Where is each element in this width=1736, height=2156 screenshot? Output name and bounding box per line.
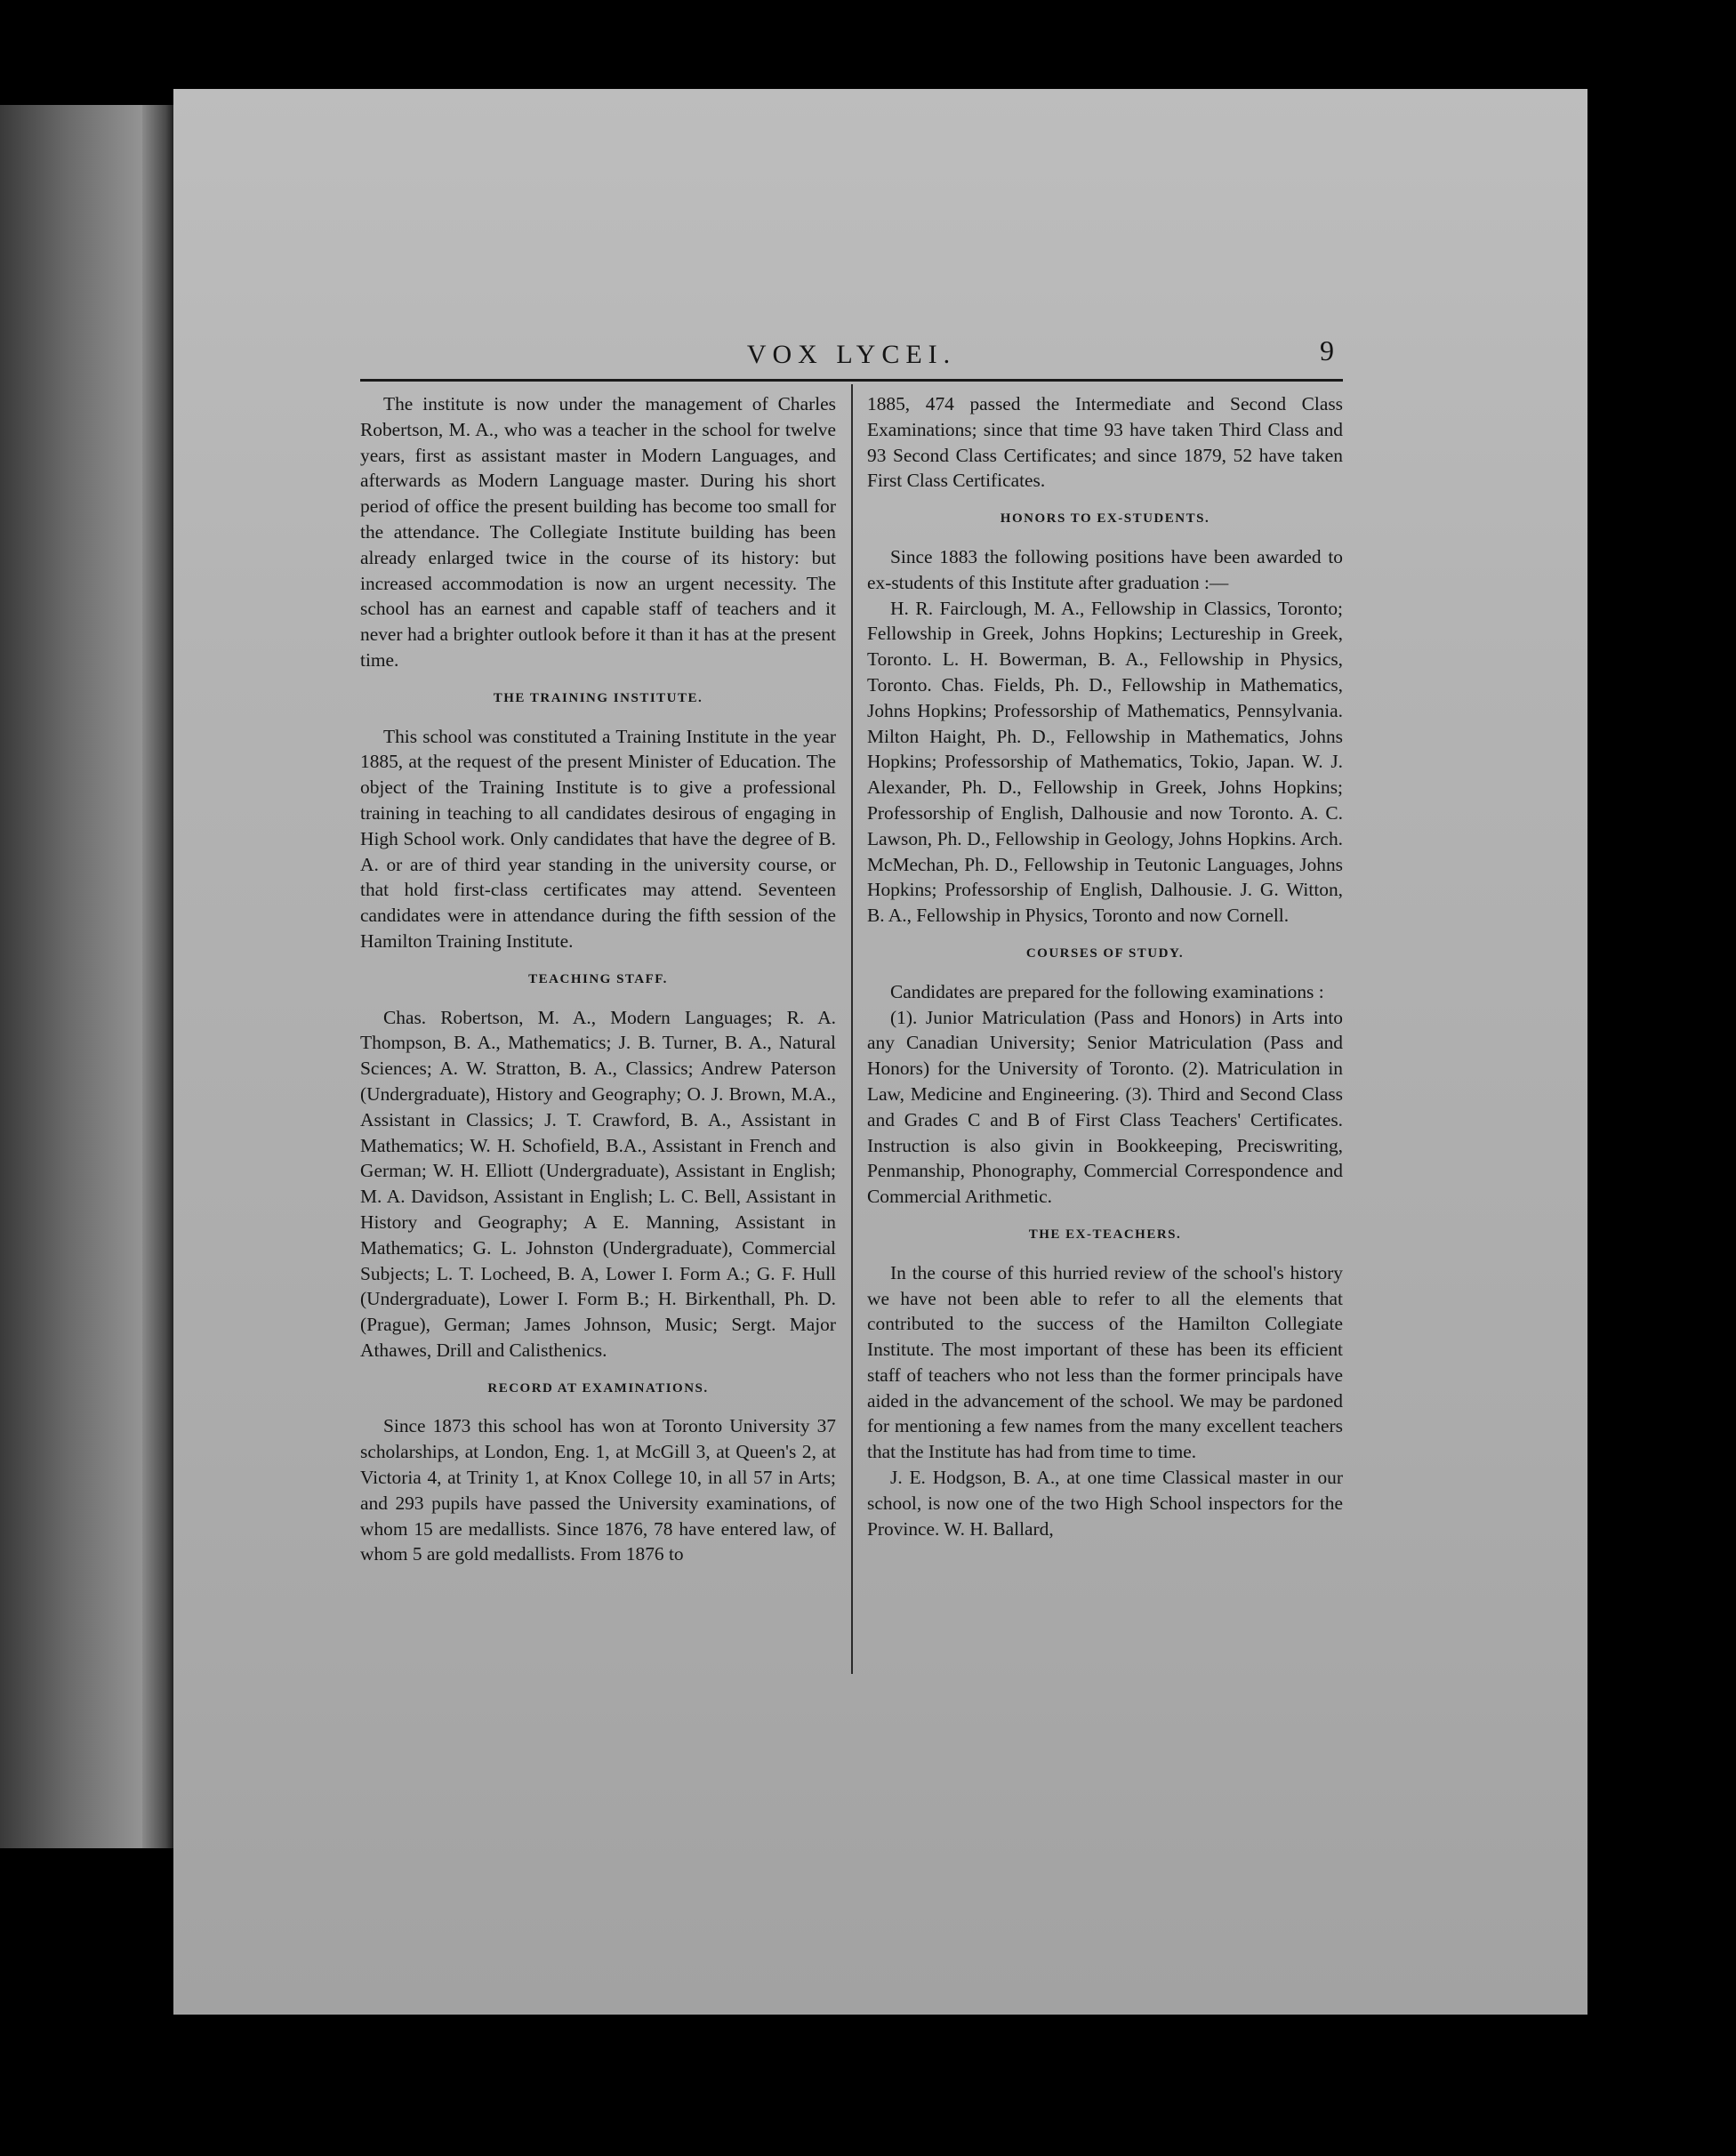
paragraph-hodgson: J. E. Hodgson, B. A., at one time Classical master in our school, is now one of the two High School inspectors for the Province. W. H. Ballard,	[867, 1467, 1343, 1540]
right-column	[867, 391, 1343, 1541]
paragraph-teaching-staff: Chas. Robertson, M. A., Modern Languages; R. A. Thompson, B. A., Mathematics; J. B. Turner, B. A., Natural Sciences; A. W. Stratton, B. A., Classics; Andrew Paterson (Undergraduate), History and Geography; O. J. Brown, M.A., Assistant in Classics; J. T. Crawford, B. A., Assistant in Mathematics; W. H. Schofield, B.A., Assistant in French and German; W. H. Elliott (Undergraduate), Assistant in English; M. A. Davidson, Assistant in English; L. C. Bell, Assistant in History and Geography; A E. Manning, Assistant in Mathematics; G. L. Johnston (Undergraduate), Commercial Subjects; L. T. Locheed, B. A, Lower I. Form A.; G. F. Hull (Undergraduate), Lower I. Form B.; H. Birkenthall, Ph. D. (Prague), German; James Johnson, Music; Sergt. Major Athawes, Drill and Calisthenics.	[360, 1006, 836, 1361]
header-rule	[360, 379, 1343, 382]
paragraph-record-continued: 1885, 474 passed the Intermediate and Second Class Examinations; since that time 93 have taken Third Class and 93 Second Class Certificates; and since 1879, 52 have taken First Class Certificates.	[867, 393, 1343, 492]
page-content	[360, 329, 1343, 1734]
paragraph-management: The institute is now under the management of Charles Robertson, M. A., who was a teacher in the school for twelve years, first as assistant master in Modern Languages, and afterwards as Modern Language master. During his short period of office the present building has become too small for the attendance. The Collegiate Institute building has been already enlarged twice in the course of its history: but increased accommodation is now an urgent necessity. The school has an earnest and capable staff of teachers and it never had a brighter outlook before it than it has at the present time.	[360, 393, 836, 671]
paragraph-courses-intro: Candidates are prepared for the following examinations :	[890, 980, 1324, 1002]
paragraph-record-examinations: Since 1873 this school has won at Toronto University 37 scholarships, at London, Eng. 1, at McGill 3, at Queen's 2, at Victoria 4, at Trinity 1, at Knox College 10, in all 57 in Arts; and 293 pupils have passed the University examinations, of whom 15 are medallists. Since 1876, 78 have entered law, of whom 5 are gold medallists. From 1876 to	[360, 1415, 836, 1565]
heading-honors-ex-students: HONORS TO EX-STUDENTS.	[1000, 511, 1210, 527]
left-column	[360, 391, 836, 1567]
page-number: 9	[1320, 334, 1334, 366]
journal-title: VOX LYCEI.	[746, 340, 957, 369]
heading-training-institute: THE TRAINING INSTITUTE.	[493, 690, 703, 705]
heading-teaching-staff: TEACHING STAFF.	[528, 971, 668, 986]
running-head	[360, 334, 1343, 375]
column-divider	[851, 384, 853, 1674]
heading-courses-of-study: COURSES OF STUDY.	[1025, 945, 1185, 961]
paragraph-honors-intro: Since 1883 the following positions have been awarded to ex-students of this Institute after graduation :—	[867, 545, 1343, 593]
paragraph-ex-teachers: In the course of this hurried review of the school's history we have not been able to refer to all the elements that contributed to the success of the Hamilton Collegiate Institute. The most important of these has been its efficient staff of teachers who not less than the former principals have aided in the advancement of the school. We may be pardoned for mentioning a few names from the many excellent teachers that the Institute has had from time to time.	[867, 1261, 1343, 1463]
paragraph-honors-list: H. R. Fairclough, M. A., Fellowship in Classics, Toronto; Fellowship in Greek, Johns Hopkins; Lectureship in Greek, Toronto. L. H. Bowerman, B. A., Fellowship in Physics, Toronto. Chas. Fields, Ph. D., Fellowship in Mathematics, Johns Hopkins; Professorship of Mathematics, Pennsylvania. Milton Haight, Ph. D., Fellowship in Mathematics, Johns Hopkins; Professorship of Mathematics, Tokio, Japan. W. J. Alexander, Ph. D., Fellowship in Greek, Johns Hopkins; Professorship of English, Dalhousie and now Toronto. A. C. Lawson, Ph. D., Fellowship in Geology, Johns Hopkins. Arch. McMechan, Ph. D., Fellowship in Teutonic Languages, Johns Hopkins; Professorship of English, Dalhousie. J. G. Witton, B. A., Fellowship in Physics, Toronto and now Cornell.	[867, 597, 1343, 927]
paragraph-training-institute: This school was constituted a Training Institute in the year 1885, at the request of the present Minister of Education. The object of the Training Institute is to give a professional training in teaching to all candidates desirous of engaging in High School work. Only candidates that have the degree of B. A. or are of third year standing in the university course, or that hold first-class certificates may attend. Seventeen candidates were in attendance during the fifth session of the Hamilton Training Institute.	[360, 725, 836, 952]
heading-ex-teachers: THE EX-TEACHERS.	[1028, 1227, 1182, 1242]
paragraph-courses-list: (1). Junior Matriculation (Pass and Honors) in Arts into any Canadian University; Senior Matriculation (Pass and Honors) for the University of Toronto. (2). Matriculation in Law, Medicine and Engineering. (3). Third and Second Class and Grades C and B of First Class Teachers' Certificates. Instruction is also givin in Bookkeeping, Preciswriting, Penmanship, Phonography, Commercial Correspondence and Commercial Arithmetic.	[867, 1006, 1343, 1208]
heading-record-examinations: RECORD AT EXAMINATIONS.	[487, 1380, 709, 1396]
